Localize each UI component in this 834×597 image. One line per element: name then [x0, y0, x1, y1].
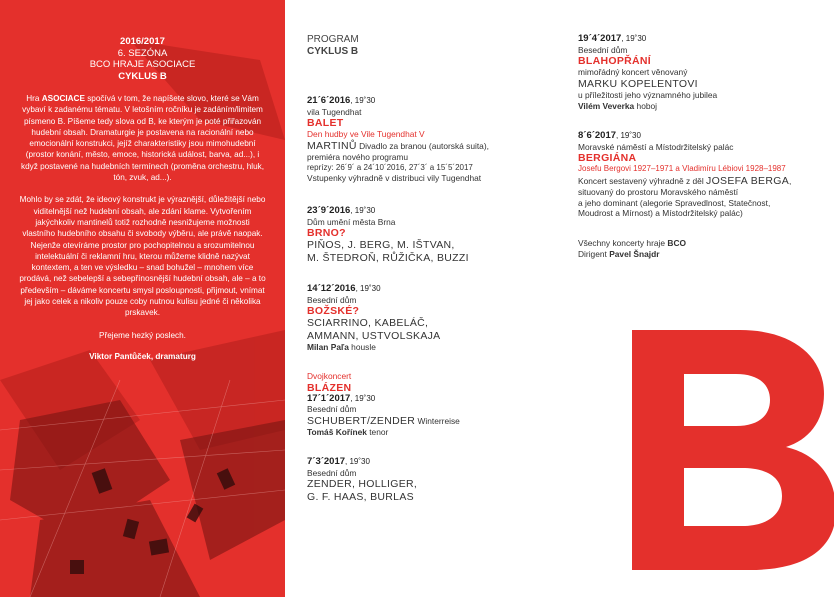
event-blahoprani: [578, 34, 823, 111]
event-date: 17´1´2017, 19˚30: [307, 392, 376, 404]
red-intro-panel: [0, 0, 285, 597]
event-composers-1: PIŇOS, J. BERG, M. IŠTVAN,: [307, 239, 455, 252]
program-label: PROGRAM: [307, 34, 359, 45]
event-title: BALET: [307, 117, 344, 130]
event-venue: Dům umění města Brna: [307, 216, 396, 227]
p1-post: spočívá v tom, že napíšete slovo, které se Vám vybaví k zadanému tématu. V letošním ročníku je zadáním/limitem písmeno B. Píšeme tedy slova od B, ke kterým je poté přiřazován hudební obsah. Dramaturgie je postavena na racionální nebo emocionální konstrukci, jejíž charakteristiky jsou mimohudební (prostor konání, město, emoce, historická událost, barva, ad...), i když postavené na hudebních termínech (proměna orchestru, hluk, tón, zvuk, ad...).: [20, 94, 265, 183]
event-line-3: Vstupenky výhradně v distribuci vily Tugendhat: [307, 173, 482, 184]
footer-info: [578, 238, 823, 259]
event-performer: Vilém Veverka hoboj: [578, 100, 658, 111]
event-work: MARTINŮ Divadlo za branou (autorská suita),: [307, 139, 489, 152]
event-title: BOŽSKÉ?: [307, 305, 360, 318]
event-venue: vila Tugendhat: [307, 106, 362, 117]
event-brno: [307, 206, 547, 264]
signature: Viktor Pantůček, dramaturg: [89, 351, 196, 361]
event-venue: Besední dům: [578, 44, 628, 55]
event-venue: Moravské náměstí a Místodržitelský palác: [578, 141, 734, 152]
event-title: BRNO?: [307, 227, 346, 240]
event-date: 14´12´2016, 19˚30: [307, 283, 381, 294]
orchestra-line: Všechny koncerty hraje BCO: [578, 238, 687, 248]
event-composers-1: ZENDER, HOLLIGER,: [307, 478, 418, 491]
intro-paragraph-3: Přejeme hezký poslech.: [99, 330, 186, 340]
intro-text: [0, 36, 285, 362]
event-title: BLÁZEN: [307, 381, 352, 394]
event-subtitle: Josefu Bergovi 1927–1971 a Vladimíru Lébiovi 1928–1987: [578, 164, 786, 174]
big-letter-b-logo: [632, 330, 834, 570]
event-date: 21´6´2016, 19˚30: [307, 95, 376, 106]
event-zender: [307, 457, 547, 503]
event-bozske: [307, 284, 547, 353]
event-work: SCHUBERT/ZENDER Winterreise: [307, 414, 460, 427]
event-subtitle: Den hudby ve Vile Tugendhat V: [307, 129, 425, 140]
event-line-2: u příležitosti jeho významného jubilea: [578, 90, 718, 101]
intro-paragraph-1: [0, 93, 285, 183]
event-bergiana: [578, 131, 828, 219]
event-title: BERGIÁNA: [578, 152, 637, 165]
event-composers-2: G. F. HAAS, BURLAS: [307, 490, 414, 503]
event-line-1: Koncert sestavený výhradně z děl JOSEFA BERGA,: [578, 174, 792, 187]
event-composers-1: SCIARRINO, KABELÁČ,: [307, 317, 429, 330]
event-composers-2: AMMANN, USTVOLSKAJA: [307, 329, 441, 342]
program-column: [307, 34, 547, 503]
p1-pre: Hra: [26, 94, 42, 103]
p1-bold: ASOCIACE: [41, 94, 85, 103]
event-composers-2: M. ŠTEDROŇ, RŮŽIČKA, BUZZI: [307, 251, 469, 264]
season-header: [0, 36, 285, 82]
event-performer: Milan Paľa housle: [307, 342, 376, 353]
event-pre-label: Dvojkoncert: [307, 371, 352, 381]
event-balet: [307, 96, 547, 184]
event-title: BLAHOPŘÁNÍ: [578, 55, 651, 68]
event-line-2: situovaný do prostoru Moravského náměstí: [578, 187, 739, 198]
event-date: 23´9´2016, 19˚30: [307, 205, 376, 216]
program-cycle: CYKLUS B: [307, 46, 359, 57]
season-number: 6. SEZÓNA: [117, 47, 168, 59]
event-date: 8´6´2017, 19˚30: [578, 130, 641, 141]
event-line-1: mimořádný koncert věnovaný: [578, 67, 688, 78]
event-performer: Tomáš Kořínek tenor: [307, 427, 389, 438]
event-line-2: reprízy: 26´9´ a 24´10´2016, 27´3´ a 15´5´2017: [307, 162, 473, 172]
event-venue: Besední dům: [307, 467, 357, 478]
event-line-1: premiéra nového programu: [307, 152, 409, 163]
intro-paragraph-2: Mohlo by se zdát, že ideový konstrukt je výraznější, důležitější nebo viditelnější než hudební obsah, ale zdání klame. Vytvořením jakýchkoliv mantinelů totiž rozhodně nesnižujeme možnosti vlastního hudebního obsahu či svobody výběru, ale právě naopak. Nejenže otevíráme prostor pro pochopitelnou a srozumitelnou intelektuální či reklamní hru, kterou můžeme klidně nazývat kontextem, a ten ve výsledku – snad bohužel – mnohem více prodává, než sebelepší a sebepřínosnější hudební obsah, ale – a to především – dáváme koncertu smysl posloupnosti, přijmout, vnímat jej jako celek a nikoliv pouze coby nutnou kulisu jedné či několika prskavek.: [19, 195, 266, 318]
event-blazen: [307, 371, 547, 438]
conductor-line: Dirigent Pavel Šnajdr: [578, 248, 660, 259]
program-header: [307, 34, 547, 58]
event-date: 7´3´2017, 19˚30: [307, 456, 370, 467]
event-venue: Besední dům: [307, 404, 357, 415]
season-year: 2016/2017: [120, 36, 165, 47]
season-subtitle: BCO HRAJE ASOCIACE: [89, 59, 196, 70]
cycle-title: CYKLUS B: [118, 70, 167, 82]
event-line-4: Moudrost a Mírnost) a Místodržitelský palác): [578, 208, 743, 219]
event-composer: MARKU KOPELENTOVI: [578, 77, 698, 90]
event-venue: Besední dům: [307, 294, 357, 305]
event-date: 19´4´2017, 19˚30: [578, 33, 647, 44]
event-line-3: a jeho dominant (alegorie Spravedlnost, Statečnost,: [578, 197, 771, 208]
